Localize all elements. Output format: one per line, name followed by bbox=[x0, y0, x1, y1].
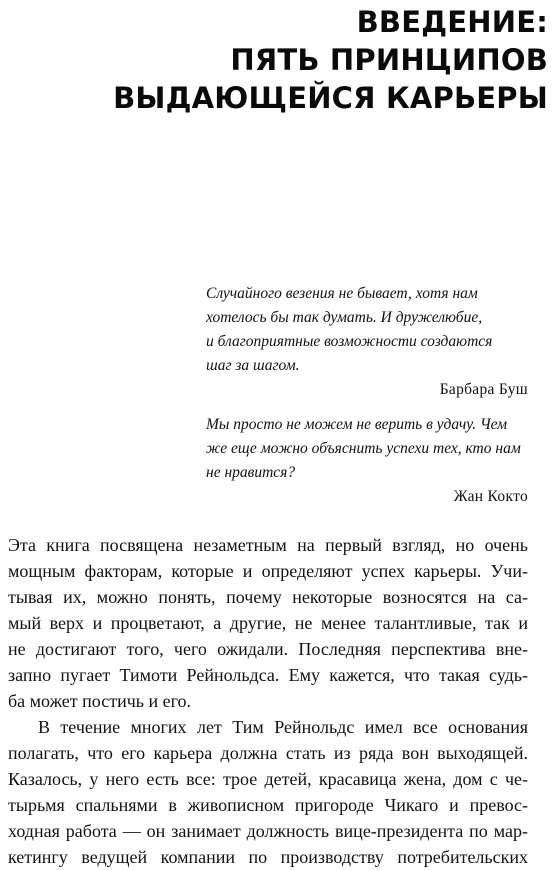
body-line: В течение многих лет Тим Рейнольдс имел все основания bbox=[38, 717, 528, 737]
body-line: тывая их, можно понять, почему некоторые возносятся на са- bbox=[8, 587, 528, 607]
epigraph-author: Жан Кокто bbox=[453, 488, 528, 505]
body-line: мощным факторам, которые и определяют успех карьеры. Учи- bbox=[8, 561, 528, 581]
epigraph-quote-line: не нравится? bbox=[206, 464, 296, 481]
body-text bbox=[8, 532, 528, 870]
epigraph-quote-line: Случайного везения не бывает, хотя нам bbox=[206, 285, 478, 302]
paragraph bbox=[8, 532, 528, 714]
epigraph-quote-line: же еще можно объяснить успехи тех, кто нам bbox=[206, 440, 521, 457]
epigraph-quote bbox=[206, 282, 528, 378]
body-line: не достигают того, чего ожидали. Последняя перспектива вне- bbox=[8, 639, 528, 659]
body-line: кетингу ведущей компании по производству потребительских bbox=[8, 847, 528, 867]
epigraph bbox=[206, 282, 528, 402]
chapter-title-line: ПЯТЬ ПРИНЦИПОВ bbox=[230, 43, 548, 77]
epigraph bbox=[206, 413, 528, 509]
body-line: ба может постичь и его. bbox=[8, 691, 192, 711]
body-line: полагать, что его карьера должна стать из ряда вон выходящей. bbox=[8, 743, 528, 763]
body-line: запно пугает Тимоти Рейнольдса. Ему кажется, что такая судь- bbox=[8, 665, 528, 685]
chapter-title-line: ВЫДАЮЩЕЙСЯ КАРЬЕРЫ bbox=[113, 81, 548, 115]
epigraph-quote-line: шаг за шагом. bbox=[206, 357, 300, 374]
chapter-title-line: ВВЕДЕНИЕ: bbox=[356, 5, 548, 39]
epigraph-quote-line: и благоприятные возможности создаются bbox=[206, 333, 493, 350]
body-line: Казалось, у него есть все: трое детей, красавица жена, дом с че- bbox=[8, 769, 528, 789]
epigraph-quote-line: хотелось бы так думать. И дружелюбие, bbox=[206, 309, 483, 326]
body-line: тырьмя спальнями в живописном пригороде Чикаго и превос- bbox=[8, 795, 528, 815]
epigraph-author: Барбара Буш bbox=[439, 381, 528, 398]
body-line: Эта книга посвящена незаметным на первый взгляд, но очень bbox=[8, 535, 528, 555]
body-line: ходная работа — он занимает должность вице-президента по мар- bbox=[8, 821, 528, 841]
epigraph-quote-line: Мы просто не можем не верить в удачу. Чем bbox=[206, 416, 508, 433]
paragraph bbox=[8, 714, 528, 870]
chapter-title bbox=[113, 3, 548, 117]
epigraph-quote bbox=[206, 413, 528, 485]
body-line: мый верх и процветают, а другие, не менее талантливые, так и bbox=[8, 613, 528, 633]
